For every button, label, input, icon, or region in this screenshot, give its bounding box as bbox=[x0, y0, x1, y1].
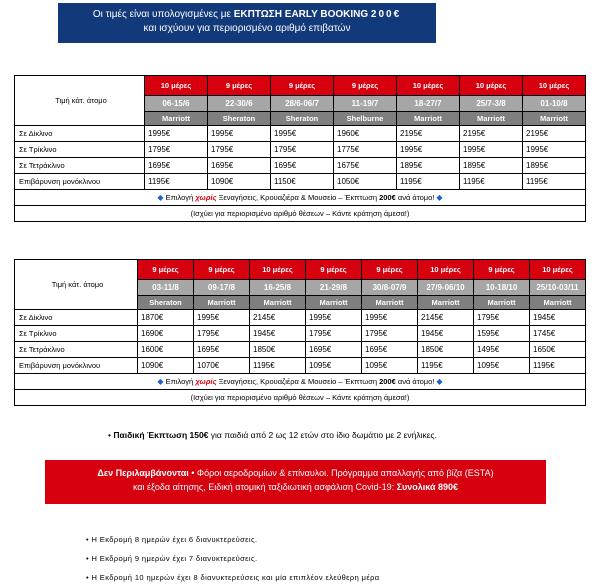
price-cell: 1695€ bbox=[362, 342, 418, 358]
duration-cell: 10 μέρες bbox=[530, 260, 586, 280]
banner-line-1 bbox=[58, 8, 436, 22]
duration-cell: 9 μέρες bbox=[194, 260, 250, 280]
note-row bbox=[15, 374, 586, 390]
price-cell: 1495€ bbox=[474, 342, 530, 358]
note-text: Επιλογή bbox=[165, 377, 194, 386]
price-cell: 1995€ bbox=[306, 310, 362, 326]
price-cell: 1995€ bbox=[208, 126, 271, 142]
date-cell: 11-19/7 bbox=[334, 96, 397, 112]
date-cell: 21-29/8 bbox=[306, 280, 362, 296]
price-cell: 1995€ bbox=[271, 126, 334, 142]
discount-note bbox=[15, 374, 586, 390]
early-booking-banner bbox=[58, 3, 436, 43]
diamond-icon: ◆ bbox=[157, 193, 164, 202]
price-table-2 bbox=[14, 259, 586, 406]
price-row bbox=[15, 158, 586, 174]
price-cell: 1195€ bbox=[250, 358, 306, 374]
duration-cell: 9 μέρες bbox=[474, 260, 530, 280]
room-type-label: Σε Δίκλινο bbox=[15, 126, 145, 142]
trip-item: • Η Εκδρομή 8 ημερών έχει 6 διανυκτερεύσεις. bbox=[86, 535, 258, 544]
room-type-label: Σε Τρίκλινο bbox=[15, 326, 138, 342]
price-cell: 1795€ bbox=[208, 142, 271, 158]
banner-bold-text: ΕΚΠΤΩΣΗ EARLY BOOKING bbox=[233, 9, 369, 20]
date-cell: 27/9-06/10 bbox=[418, 280, 474, 296]
price-cell: 1850€ bbox=[418, 342, 474, 358]
price-cell: 1695€ bbox=[271, 158, 334, 174]
price-cell: 1995€ bbox=[523, 142, 586, 158]
hotel-cell: Marriott bbox=[523, 112, 586, 126]
trip-item: • Η Εκδρομή 9 ημερών έχει 7 διανυκτερεύσεις. bbox=[86, 554, 258, 563]
room-type-label: Σε Τετράκλινο bbox=[15, 158, 145, 174]
price-cell: 1795€ bbox=[271, 142, 334, 158]
price-cell: 1095€ bbox=[362, 358, 418, 374]
price-cell: 1095€ bbox=[306, 358, 362, 374]
note-row bbox=[15, 390, 586, 406]
price-cell: 1195€ bbox=[418, 358, 474, 374]
price-cell: 1895€ bbox=[460, 158, 523, 174]
date-cell: 18-27/7 bbox=[397, 96, 460, 112]
note-text: ανά άτομο! bbox=[397, 193, 435, 202]
hotel-cell: Sheraton bbox=[138, 296, 194, 310]
duration-cell: 9 μέρες bbox=[362, 260, 418, 280]
price-cell: 1795€ bbox=[474, 310, 530, 326]
price-cell: 1775€ bbox=[334, 142, 397, 158]
exclusions-title: Δεν Περιλαμβάνονται bbox=[97, 468, 189, 478]
date-cell: 03-11/8 bbox=[138, 280, 194, 296]
room-type-label: Επιβάρυνση μονόκλινου bbox=[15, 358, 138, 374]
note-row bbox=[15, 206, 586, 222]
price-cell: 1595€ bbox=[474, 326, 530, 342]
child-discount bbox=[108, 430, 437, 440]
date-cell: 06-15/6 bbox=[145, 96, 208, 112]
price-cell: 1995€ bbox=[397, 142, 460, 158]
price-cell: 1795€ bbox=[145, 142, 208, 158]
price-cell: 1870€ bbox=[138, 310, 194, 326]
price-cell: 1795€ bbox=[194, 326, 250, 342]
date-cell: 16-25/8 bbox=[250, 280, 306, 296]
note-amount: 200€ bbox=[379, 377, 396, 386]
price-cell: 1850€ bbox=[250, 342, 306, 358]
hotel-cell: Sheraton bbox=[208, 112, 271, 126]
hotel-cell: Marriott bbox=[397, 112, 460, 126]
hotel-cell: Marriott bbox=[306, 296, 362, 310]
price-cell: 1895€ bbox=[523, 158, 586, 174]
date-cell: 01-10/8 bbox=[523, 96, 586, 112]
exclusions-line-2 bbox=[45, 480, 546, 494]
price-cell: 1095€ bbox=[474, 358, 530, 374]
duration-cell: 9 μέρες bbox=[306, 260, 362, 280]
hotel-cell: Marriott bbox=[418, 296, 474, 310]
diamond-icon: ◆ bbox=[436, 193, 443, 202]
duration-cell: 9 μέρες bbox=[208, 76, 271, 96]
price-cell: 1195€ bbox=[397, 174, 460, 190]
price-cell: 2195€ bbox=[460, 126, 523, 142]
date-cell: 25/10-03/11 bbox=[530, 280, 586, 296]
price-cell: 1695€ bbox=[145, 158, 208, 174]
duration-cell: 10 μέρες bbox=[460, 76, 523, 96]
availability-note: (Ισχύει για περιορισμένο αριθμό θέσεων – Κάντε κράτηση άμεσα!) bbox=[15, 206, 586, 222]
price-cell: 1650€ bbox=[530, 342, 586, 358]
price-cell: 1600€ bbox=[138, 342, 194, 358]
date-cell: 09-17/8 bbox=[194, 280, 250, 296]
price-row bbox=[15, 142, 586, 158]
exclusions-line-1 bbox=[45, 466, 546, 480]
note-highlight: χωρίς bbox=[195, 377, 217, 386]
discount-note bbox=[15, 190, 586, 206]
hotel-cell: Shelburne bbox=[334, 112, 397, 126]
duration-cell: 9 μέρες bbox=[271, 76, 334, 96]
exclusions-text-1: • Φόροι αεροδρομίων & επίναυλοι. Πρόγραμμα απαλλαγής από βίζα (ESTA) bbox=[191, 468, 494, 478]
note-amount: 200€ bbox=[379, 193, 396, 202]
hotel-cell: Marriott bbox=[474, 296, 530, 310]
room-type-label: Σε Δίκλινο bbox=[15, 310, 138, 326]
exclusions-total: Συνολικά 890€ bbox=[396, 482, 459, 492]
price-cell: 1195€ bbox=[145, 174, 208, 190]
price-cell: 1960€ bbox=[334, 126, 397, 142]
duration-cell: 10 μέρες bbox=[418, 260, 474, 280]
note-text: Επιλογή bbox=[165, 193, 194, 202]
child-discount-title: Παιδική Έκπτωση 150€ bbox=[113, 430, 209, 440]
hotel-cell: Sheraton bbox=[271, 112, 334, 126]
diamond-icon: ◆ bbox=[436, 377, 443, 386]
hotel-cell: Marriott bbox=[194, 296, 250, 310]
row-header-label: Τιμή κάτ. άτομο bbox=[15, 260, 138, 310]
price-table-1 bbox=[14, 75, 586, 222]
date-cell: 25/7-3/8 bbox=[460, 96, 523, 112]
banner-line-2: και ισχύουν για περιορισμένο αριθμό επιβατών bbox=[143, 23, 351, 34]
note-text: Ξεναγήσεις, Κρουαζιέρα & Μουσείο – Έκπτωση bbox=[218, 193, 377, 202]
note-highlight: χωρίς bbox=[195, 193, 217, 202]
trip-nights-list bbox=[86, 530, 380, 587]
price-cell: 1795€ bbox=[362, 326, 418, 342]
banner-text: Οι τιμές είναι υπολογισμένες με bbox=[92, 9, 231, 20]
date-cell: 22-30/6 bbox=[208, 96, 271, 112]
hotel-cell: Marriott bbox=[460, 112, 523, 126]
price-cell: 1675€ bbox=[334, 158, 397, 174]
duration-cell: 10 μέρες bbox=[397, 76, 460, 96]
price-cell: 1995€ bbox=[460, 142, 523, 158]
exclusions-text-2: και έξοδα αίτησης, Ειδική ατομική ταξιδιωτική ασφάλιση Covid-19: bbox=[132, 482, 395, 492]
hotel-cell: Marriott bbox=[362, 296, 418, 310]
room-type-label: Σε Τρίκλινο bbox=[15, 142, 145, 158]
price-cell: 1150€ bbox=[271, 174, 334, 190]
duration-row bbox=[15, 76, 586, 96]
price-cell: 1995€ bbox=[362, 310, 418, 326]
date-cell: 30/8-07/9 bbox=[362, 280, 418, 296]
duration-cell: 10 μέρες bbox=[145, 76, 208, 96]
price-cell: 1745€ bbox=[530, 326, 586, 342]
price-cell: 1695€ bbox=[194, 342, 250, 358]
note-text: ανά άτομο! bbox=[397, 377, 435, 386]
price-cell: 1690€ bbox=[138, 326, 194, 342]
duration-cell: 9 μέρες bbox=[138, 260, 194, 280]
duration-cell: 10 μέρες bbox=[523, 76, 586, 96]
price-row bbox=[15, 342, 586, 358]
availability-note: (Ισχύει για περιορισμένο αριθμό θέσεων – Κάντε κράτηση άμεσα!) bbox=[15, 390, 586, 406]
room-type-label: Επιβάρυνση μονόκλινου bbox=[15, 174, 145, 190]
price-cell: 1995€ bbox=[194, 310, 250, 326]
bullet: • bbox=[108, 430, 111, 440]
price-cell: 1995€ bbox=[145, 126, 208, 142]
price-cell: 1070€ bbox=[194, 358, 250, 374]
price-cell: 1090€ bbox=[208, 174, 271, 190]
row-header-label: Τιμή κάτ. άτομο bbox=[15, 76, 145, 126]
price-cell: 1090€ bbox=[138, 358, 194, 374]
price-cell: 1195€ bbox=[523, 174, 586, 190]
note-row bbox=[15, 190, 586, 206]
exclusions-box bbox=[45, 460, 546, 504]
note-text: Ξεναγήσεις, Κρουαζιέρα & Μουσείο – Έκπτωση bbox=[218, 377, 377, 386]
price-cell: 1050€ bbox=[334, 174, 397, 190]
trip-item: • Η Εκδρομή 10 ημερών έχει 8 διανυκτερεύσεις και μία επιπλέον ελεύθερη μέρα bbox=[86, 573, 380, 582]
price-cell: 1795€ bbox=[306, 326, 362, 342]
price-row bbox=[15, 310, 586, 326]
child-discount-text: για παιδιά από 2 ως 12 ετών στο ίδιο δωμάτιο με 2 ενήλικες. bbox=[210, 430, 438, 440]
price-cell: 2195€ bbox=[523, 126, 586, 142]
price-cell: 1195€ bbox=[530, 358, 586, 374]
price-cell: 1945€ bbox=[418, 326, 474, 342]
price-row bbox=[15, 126, 586, 142]
price-cell: 1895€ bbox=[397, 158, 460, 174]
hotel-cell: Marriott bbox=[530, 296, 586, 310]
hotel-cell: Marriott bbox=[250, 296, 306, 310]
duration-row bbox=[15, 260, 586, 280]
price-cell: 1695€ bbox=[306, 342, 362, 358]
room-type-label: Σε Τετράκλινο bbox=[15, 342, 138, 358]
price-row bbox=[15, 326, 586, 342]
diamond-icon: ◆ bbox=[157, 377, 164, 386]
price-cell: 1945€ bbox=[530, 310, 586, 326]
price-row bbox=[15, 174, 586, 190]
date-cell: 28/6-06/7 bbox=[271, 96, 334, 112]
price-cell: 2145€ bbox=[250, 310, 306, 326]
price-cell: 2145€ bbox=[418, 310, 474, 326]
price-cell: 1695€ bbox=[208, 158, 271, 174]
date-cell: 10-18/10 bbox=[474, 280, 530, 296]
banner-amount: 200€ bbox=[370, 9, 402, 20]
price-cell: 2195€ bbox=[397, 126, 460, 142]
price-cell: 1945€ bbox=[250, 326, 306, 342]
duration-cell: 9 μέρες bbox=[334, 76, 397, 96]
duration-cell: 10 μέρες bbox=[250, 260, 306, 280]
price-cell: 1195€ bbox=[460, 174, 523, 190]
hotel-cell: Marriott bbox=[145, 112, 208, 126]
price-row bbox=[15, 358, 586, 374]
